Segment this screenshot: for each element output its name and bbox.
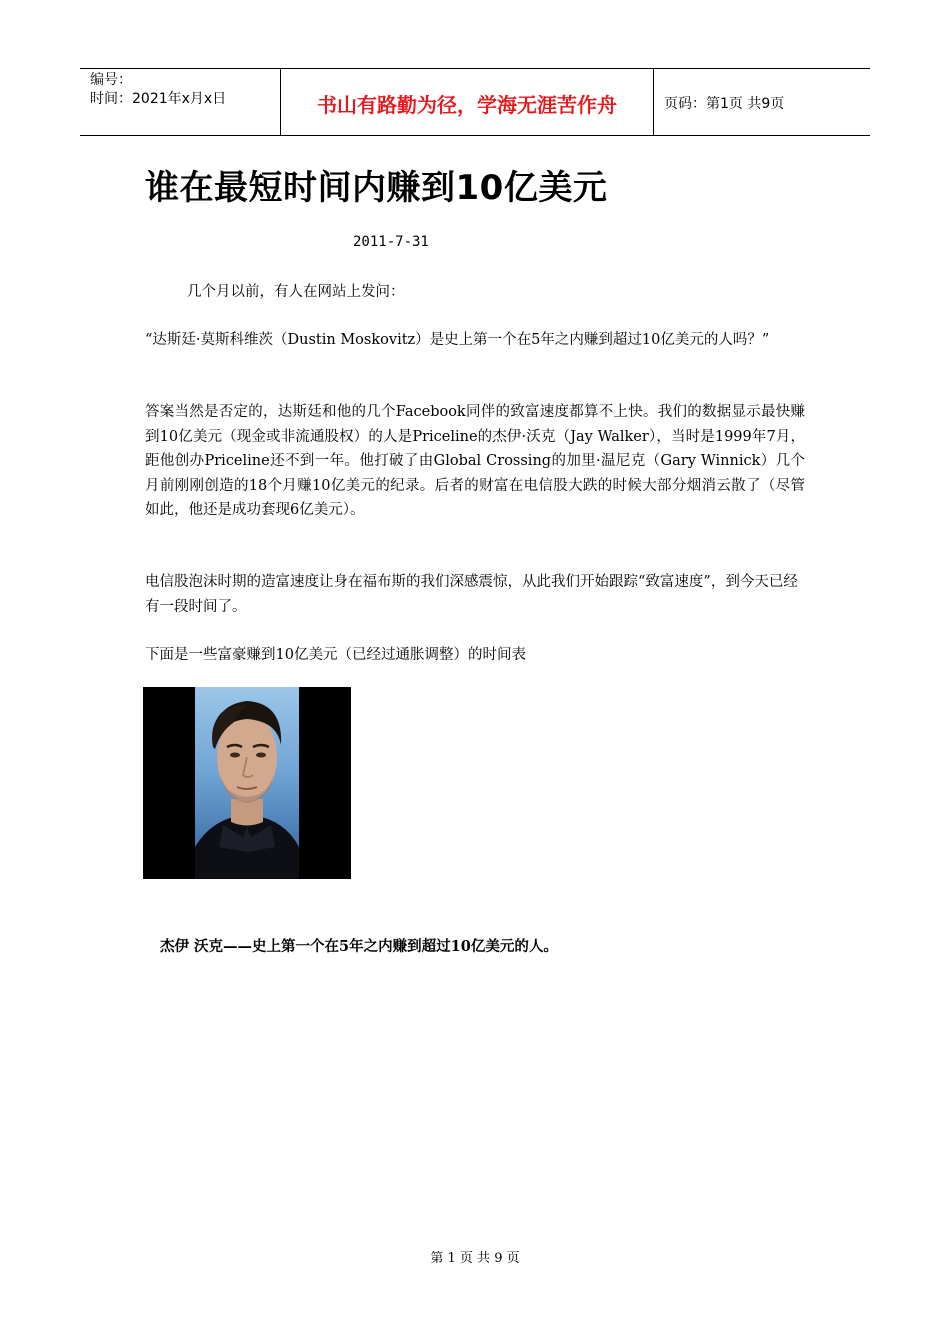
page-footer: 第 1 页 共 9 页 [430, 1251, 520, 1266]
number-label: 编号： [90, 72, 132, 88]
article-title: 谁在最短时间内赚到10亿美元 [145, 168, 608, 208]
paragraph-tracking: 电信股泡沫时期的造富速度让身在福布斯的我们深感震惊，从此我们开始跟踪“致富速度”，到今天已经有一段时间了。 [145, 574, 798, 615]
header-table [80, 68, 870, 136]
portrait-photo [143, 687, 351, 879]
paragraph-timeline-intro: 下面是一些富豪赚到10亿美元（已经过通胀调整）的时间表 [145, 647, 526, 663]
header-meta-cell [80, 69, 281, 135]
photo-caption: 杰伊 沃克——史上第一个在5年之内赚到超过10亿美元的人。 [160, 938, 558, 955]
paragraph-intro: 几个月以前，有人在网站上发问： [187, 284, 405, 300]
paragraph-answer: 答案当然是否定的，达斯廷和他的几个Facebook同伴的致富速度都算不上快。我们的数据显示最快赚到10亿美元（现金或非流通股权）的人是Priceline的杰伊·沃克（Jay Walker），当时是1999年7月，距他创办Priceline还不到一年。他打破了由Global Crossing的加里·温尼克（Gary Winnick）几个月前刚刚创造的18个月赚10亿美元的纪录。后者的财富在电信股大跌的时候大部分烟消云散了（尽管如此，他还是成功套现6亿美元）。 [145, 404, 805, 518]
article-date: 2011-7-31 [353, 234, 429, 250]
paragraph-question: “达斯廷·莫斯科维茨（Dustin Moskovitz）是史上第一个在5年之内赚到超过10亿美元的人吗？” [145, 332, 770, 348]
time-label: 时间：2021年x月x日 [90, 91, 227, 107]
portrait-figure [143, 687, 351, 879]
motto-cell: 书山有路勤为径，学海无涯苦作舟 [281, 69, 654, 135]
page-number-cell: 页码：第1页 共9页 [664, 96, 785, 112]
